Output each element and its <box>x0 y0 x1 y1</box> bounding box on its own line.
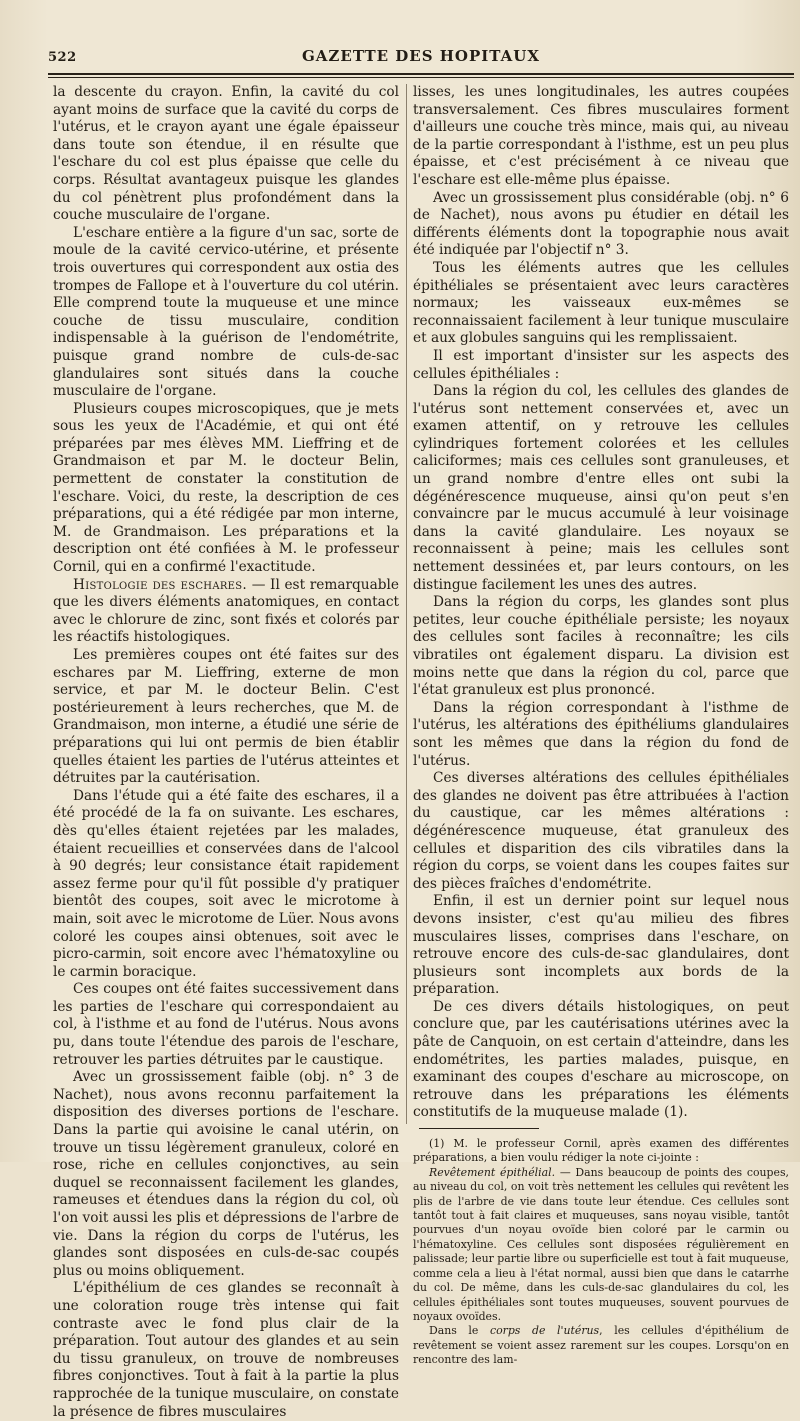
footnotes <box>413 1137 789 1368</box>
page-number: 522 <box>48 50 77 65</box>
paragraph: Avec un grossissement faible (obj. n° 3 de Nachet), nous avons reconnu parfaitement la disposition des diverses portions de l'eschare. Dans la partie qui avoisine le canal utérin, on trouve un tissu légèrement granuleux, coloré en rose, riche en cellules conjonctives, au sein duquel se reconnaissent facilement les glandes, rameuses et étendues dans la région du col, où l'on voit aussi les plis et dépressions de l'arbre de vie. Dans la région du corps de l'utérus, les glandes sont disposées en culs-de-sac coupés plus ou moins obliquement. <box>53 1069 399 1279</box>
paragraph: L'épithélium de ces glandes se reconnaît à une coloration rouge très intense qui fait contraste avec le fond plus clair de la préparation. Tout autour des glandes et au sein du tissu granuleux, on trouve de nombreuses fibres conjonctives. Tout à fait à la partie la plus rapprochée de la tunique musculaire, on constate la présence de fibres musculaires <box>53 1280 399 1420</box>
right-column <box>413 84 789 1368</box>
paragraph: lisses, les unes longitudinales, les autres coupées transversalement. Ces fibres musculaires forment d'ailleurs une couche très mince, mais qui, au niveau de la partie correspondant à l'isthme, est un peu plus épaisse, et c'est précisément à ce niveau que l'eschare est elle-même plus épaisse. <box>413 84 789 188</box>
footnote-label: Revêtement épithélial. <box>429 1165 556 1179</box>
header-rule-thin <box>48 77 794 78</box>
paragraph: Plusieurs coupes microscopiques, que je mets sous les yeux de l'Académie, et qui ont été préparées par mes élèves MM. Lieffring et de Grandmaison et par M. le docteur Belin, permettent de constater la constitution de l'eschare. Voici, du reste, la description de ces préparations, qui a été rédigée par mon interne, M. de Grandmaison. Les préparations et la description ont été confiées à M. le professeur Cornil, qui en a confirmé l'exactitude. <box>53 400 399 576</box>
footnote-text: , les cellules d'épithélium de revêtement se voient assez rarement sur les coupes. Lorsqu'on en rencontre des lam- <box>413 1324 789 1367</box>
paragraph: Ces coupes ont été faites successivement dans les parties de l'eschare qui correspondaient au col, à l'isthme et au fond de l'utérus. Nous avons pu, dans toute l'étendue des parois de l'eschare, retrouver les parties détruites par le caustique. <box>53 981 399 1068</box>
left-column <box>53 84 399 1421</box>
footnote: (1) M. le professeur Cornil, après examen des différentes préparations, a bien voulu rédiger la note ci-jointe : <box>413 1137 789 1165</box>
section-heading: Histologie des eschares. <box>73 576 248 593</box>
paragraph: Dans l'étude qui a été faite des eschares, il a été procédé de la fa on suivante. Les eschares, dès qu'elles étaient rejetées par les malades, étaient recueillies et conservées dans de l'alcool à 90 degrés; leur consistance était rapidement assez ferme pour qu'il fût possible d'y pratiquer bientôt des coupes, soit avec le microtome à main, soit avec le microtome de Lüer. Nous avons coloré les coupes ainsi obtenues, soit avec le picro-carmin, soit encore avec l'hématoxyline ou le carmin boracique. <box>53 787 399 980</box>
footnote-rule <box>419 1128 539 1129</box>
footnote-text: Dans le <box>429 1324 490 1338</box>
paragraph: Tous les éléments autres que les cellules épithéliales se présentaient avec leurs caractères normaux; les vaisseaux eux-mêmes se reconnaissaient facilement à leur tunique musculaire et aux globules sanguins qui les remplissaient. <box>413 259 789 347</box>
paragraph: Les premières coupes ont été faites sur des eschares par M. Lieffring, externe de mon service, et par M. le docteur Belin. C'est postérieurement à leurs recherches, que M. de Grandmaison, mon interne, a étudié une série de préparations qui lui ont permis de bien établir quelles étaient les parties de l'utérus atteintes et détruites par la cautérisation. <box>53 647 399 787</box>
paragraph: Ces diverses altérations des cellules épithéliales des glandes ne doivent pas être attribuées à l'action du caustique, car les mêmes altérations : dégénérescence muqueuse, état granuleux des cellules et disparition des cils vibratiles dans la région du corps, se voient dans les coupes faites sur des pièces fraîches d'endométrite. <box>413 770 789 892</box>
paragraph: De ces divers détails histologiques, on peut conclure que, par les cautérisations utérines avec la pâte de Canquoin, on est certain d'atteindre, dans les endométrites, les parties malades, puisque, en examinant des coupes d'eschare au microscope, on retrouve dans les préparations les éléments constitutifs de la muqueuse malade (1). <box>413 998 789 1121</box>
paragraph: Dans la région correspondant à l'isthme de l'utérus, les altérations des épithéliums glandulaires sont les mêmes que dans la région du fond de l'utérus. <box>413 699 789 769</box>
paragraph: Dans la région du col, les cellules des glandes de l'utérus sont nettement conservées et, avec un examen attentif, on y retrouve les cellules cylindriques fortement colorées et les cellules caliciformes; mais ces cellules sont granuleuses, et un grand nombre d'entre elles ont subi la dégénérescence muqueuse, ainsi qu'on peut s'en convaincre par le mucus accumulé à leur voisinage dans la cavité glandulaire. Les noyaux se reconnaissent à peine; mais les cellules sont nettement dessinées et, par leurs contours, on les distingue facilement les unes des autres. <box>413 383 789 593</box>
paragraph: Dans la région du corps, les glandes sont plus petites, leur couche épithéliale persiste; les noyaux des cellules sont faciles à reconnaître; les cils vibratiles ont également disparu. La division est moins nette que dans la région du col, parce que l'état granuleux est plus prononcé. <box>413 594 789 699</box>
section-text: — Il est remarquable que les divers éléments anatomiques, en contact avec le chlorure de zinc, sont fixés et colorés par les réactifs histologiques. <box>53 576 400 646</box>
paragraph: la descente du crayon. Enfin, la cavité du col ayant moins de surface que la cavité du corps de l'utérus, et le crayon ayant une égale épaisseur dans toute son étendue, il en résulte que l'eschare du col est plus épaisse que celle du corps. Résultat avantageux puisque les glandes du col pénètrent plus profondément dans la couche musculaire de l'organe. <box>53 84 399 224</box>
paragraph: Il est important d'insister sur les aspects des cellules épithéliales : <box>413 347 789 382</box>
header-rule-thick <box>48 73 794 75</box>
footnote <box>413 1324 789 1367</box>
paragraph: Enfin, il est un dernier point sur lequel nous devons insister, c'est qu'au milieu des fibres musculaires lisses, comprises dans l'eschare, on retrouve encore des culs-de-sac glandulaires, dont plusieurs sont incomplets aux bords de la préparation. <box>413 893 789 998</box>
footnote <box>413 1166 789 1324</box>
paragraph: Avec un grossissement plus considérable (obj. n° 6 de Nachet), nous avons pu étudier en détail les différents éléments dont la topographie nous avait été indiquée par l'objectif n° 3. <box>413 189 789 259</box>
page-header <box>48 47 794 69</box>
column-divider <box>406 84 407 1124</box>
footnote-text: — Dans beaucoup de points des coupes, au niveau du col, on voit très nettement les cellules qui revêtent les plis de l'arbre de vie dans toute leur étendue. Ces cellules sont tantôt tout à fait claires et muqueuses, sans noyau visible, tantôt pourvues d'un noyau ovoïde bien coloré par le carmin ou l'hématoxyline. Ces cellules sont disposées régulièrement en palissade; leur partie libre ou superficielle est tout à fait muqueuse, comme cela a lieu à l'état normal, aussi bien que dans le catarrhe du col. De même, dans les culs-de-sac glandulaires du col, les cellules épithéliales sont toutes muqueuses, souvent pourvues de noyaux ovoïdes. <box>413 1165 789 1323</box>
footnote-emphasis: corps de l'utérus <box>489 1324 600 1338</box>
journal-title: GAZETTE DES HOPITAUX <box>301 47 540 65</box>
paragraph: L'eschare entière a la figure d'un sac, sorte de moule de la cavité cervico-utérine, et présente trois ouvertures qui correspondent aux ostia des trompes de Fallope et à l'ouverture du col utérin. Elle comprend toute la muqueuse et une mince couche de tissu musculaire, condition indispensable à la guérison de l'endométrite, puisque grand nombre de culs-de-sac glandulaires sont situés dans la couche musculaire de l'organe. <box>53 224 399 400</box>
section-paragraph <box>53 577 399 647</box>
